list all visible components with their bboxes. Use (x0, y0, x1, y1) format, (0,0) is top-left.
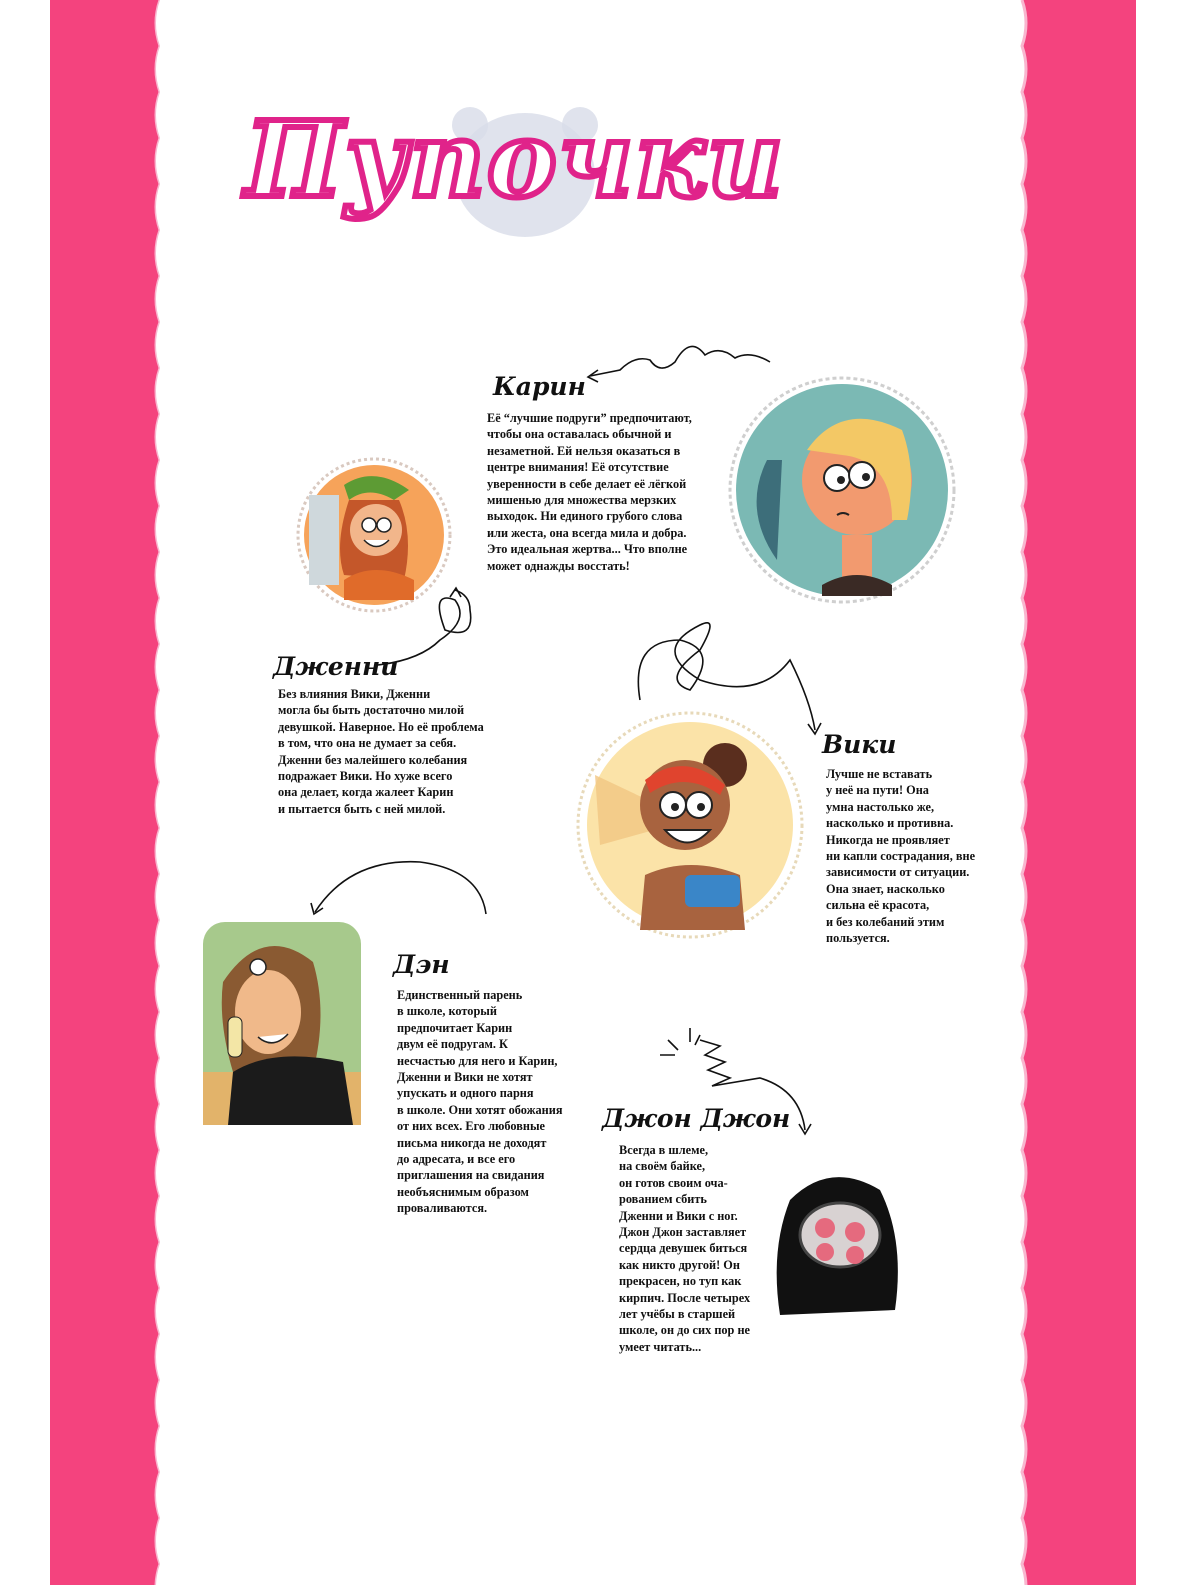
john-john-line: как никто другой! Он (619, 1257, 740, 1272)
jenny-line: могла бы быть достаточно милой (278, 703, 465, 718)
jenny-line: она делает, когда жалеет Карин (278, 785, 454, 800)
john-john-description (619, 1142, 750, 1355)
dan-line: упускать и одного парня (397, 1086, 534, 1101)
dan-line: несчастью для него и Карин, (397, 1053, 558, 1068)
dan-line: до адресата, и все его (397, 1152, 516, 1167)
vicky-line: и без колебаний этим (826, 914, 945, 929)
dan-line: в школе. Они хотят обожания (397, 1102, 563, 1117)
vicky-description (826, 766, 975, 946)
john-john-name: Джон Джон (602, 1104, 791, 1133)
john-john-line: умеет читать... (619, 1339, 702, 1354)
vicky-line: Лучше не вставать (826, 767, 933, 781)
dan-description (397, 987, 563, 1217)
karin-line: уверенности в себе делает её лёгкой (487, 476, 687, 491)
vicky-name: Вики (822, 730, 897, 759)
karin-line: мишенью для множества мерзких (487, 493, 677, 508)
karin-line: чтобы она оставалась обычной и (487, 427, 672, 442)
jenny-description (278, 686, 484, 817)
john-john-line: Всегда в шлеме, (619, 1143, 709, 1157)
john-john-line: прекрасен, но туп как (619, 1274, 742, 1289)
jenny-line: девушкой. Наверное. Но её проблема (278, 719, 484, 734)
vicky-line: умна настолько же, (826, 799, 935, 814)
vicky-line: у неё на пути! Она (826, 783, 929, 798)
dan-line: приглашения на свидания (397, 1168, 545, 1183)
jenny-line: и пытается быть с ней милой. (278, 801, 446, 816)
dan-line: предпочитает Карин (397, 1020, 513, 1035)
dan-line: письма никогда не доходят (397, 1135, 547, 1150)
john-john-portrait (770, 1160, 905, 1320)
john-john-line: рованием сбить (619, 1192, 707, 1207)
karin-line: или жеста, она всегда мила и добра. (487, 525, 687, 540)
dan-line: проваливаются. (397, 1201, 488, 1216)
dan-line: Единственный парень (397, 988, 523, 1002)
john-john-line: кирпич. После четырех (619, 1290, 751, 1305)
jenny-line: подражает Вики. Но хуже всего (278, 769, 453, 784)
vicky-portrait (575, 695, 805, 945)
vicky-line: пользуется. (826, 931, 890, 946)
john-john-line: лет учёбы в старшей (619, 1307, 736, 1322)
john-john-line: Дженни и Вики с ног. (619, 1208, 738, 1223)
karin-line: выходок. Ни единого грубого слова (487, 509, 683, 524)
vicky-line: ни капли сострадания, вне (826, 849, 976, 864)
karin-line: может однажды восстать! (487, 558, 630, 573)
karin-portrait (722, 370, 962, 610)
vicky-line: Она знает, насколько (826, 881, 945, 896)
john-john-line: школе, он до сих пор не (619, 1323, 751, 1338)
dan-line: от них всех. Его любовные (397, 1119, 546, 1134)
dan-line: необъяснимым образом (397, 1184, 529, 1199)
dan-line: Дженни и Вики не хотят (397, 1070, 533, 1085)
jenny-portrait (294, 455, 454, 615)
dan-line: двум её подругам. К (397, 1037, 508, 1052)
john-john-line: он готов своим оча- (619, 1175, 728, 1190)
john-john-line: сердца девушек биться (619, 1241, 748, 1256)
dan-name: Дэн (393, 950, 450, 979)
karin-name: Карин (493, 372, 586, 401)
vicky-line: зависимости от ситуации. (826, 865, 970, 880)
john-john-line: Джон Джон заставляет (619, 1225, 747, 1240)
karin-line: центре внимания! Её отсутствие (487, 460, 669, 475)
karin-description (487, 410, 692, 574)
karin-line: Это идеальная жертва... Что вполне (487, 542, 688, 557)
karin-line: незаметной. Ей нельзя оказаться в (487, 443, 681, 458)
jenny-name: Дженни (273, 652, 399, 681)
page-title: Пупочки (245, 98, 785, 221)
jenny-line: в том, что она не думает за себя. (278, 736, 457, 751)
dan-portrait (203, 922, 363, 1127)
karin-line: Её “лучшие подруги” предпочитают, (487, 411, 692, 425)
vicky-line: насколько и противна. (826, 816, 954, 831)
vicky-line: Никогда не проявляет (826, 832, 950, 847)
vicky-line: сильна её красота, (826, 898, 930, 913)
john-john-line: на своём байке, (619, 1159, 706, 1174)
jenny-line: Без влияния Вики, Дженни (278, 687, 431, 701)
dan-line: в школе, который (397, 1004, 497, 1019)
jenny-line: Дженни без малейшего колебания (278, 752, 468, 767)
